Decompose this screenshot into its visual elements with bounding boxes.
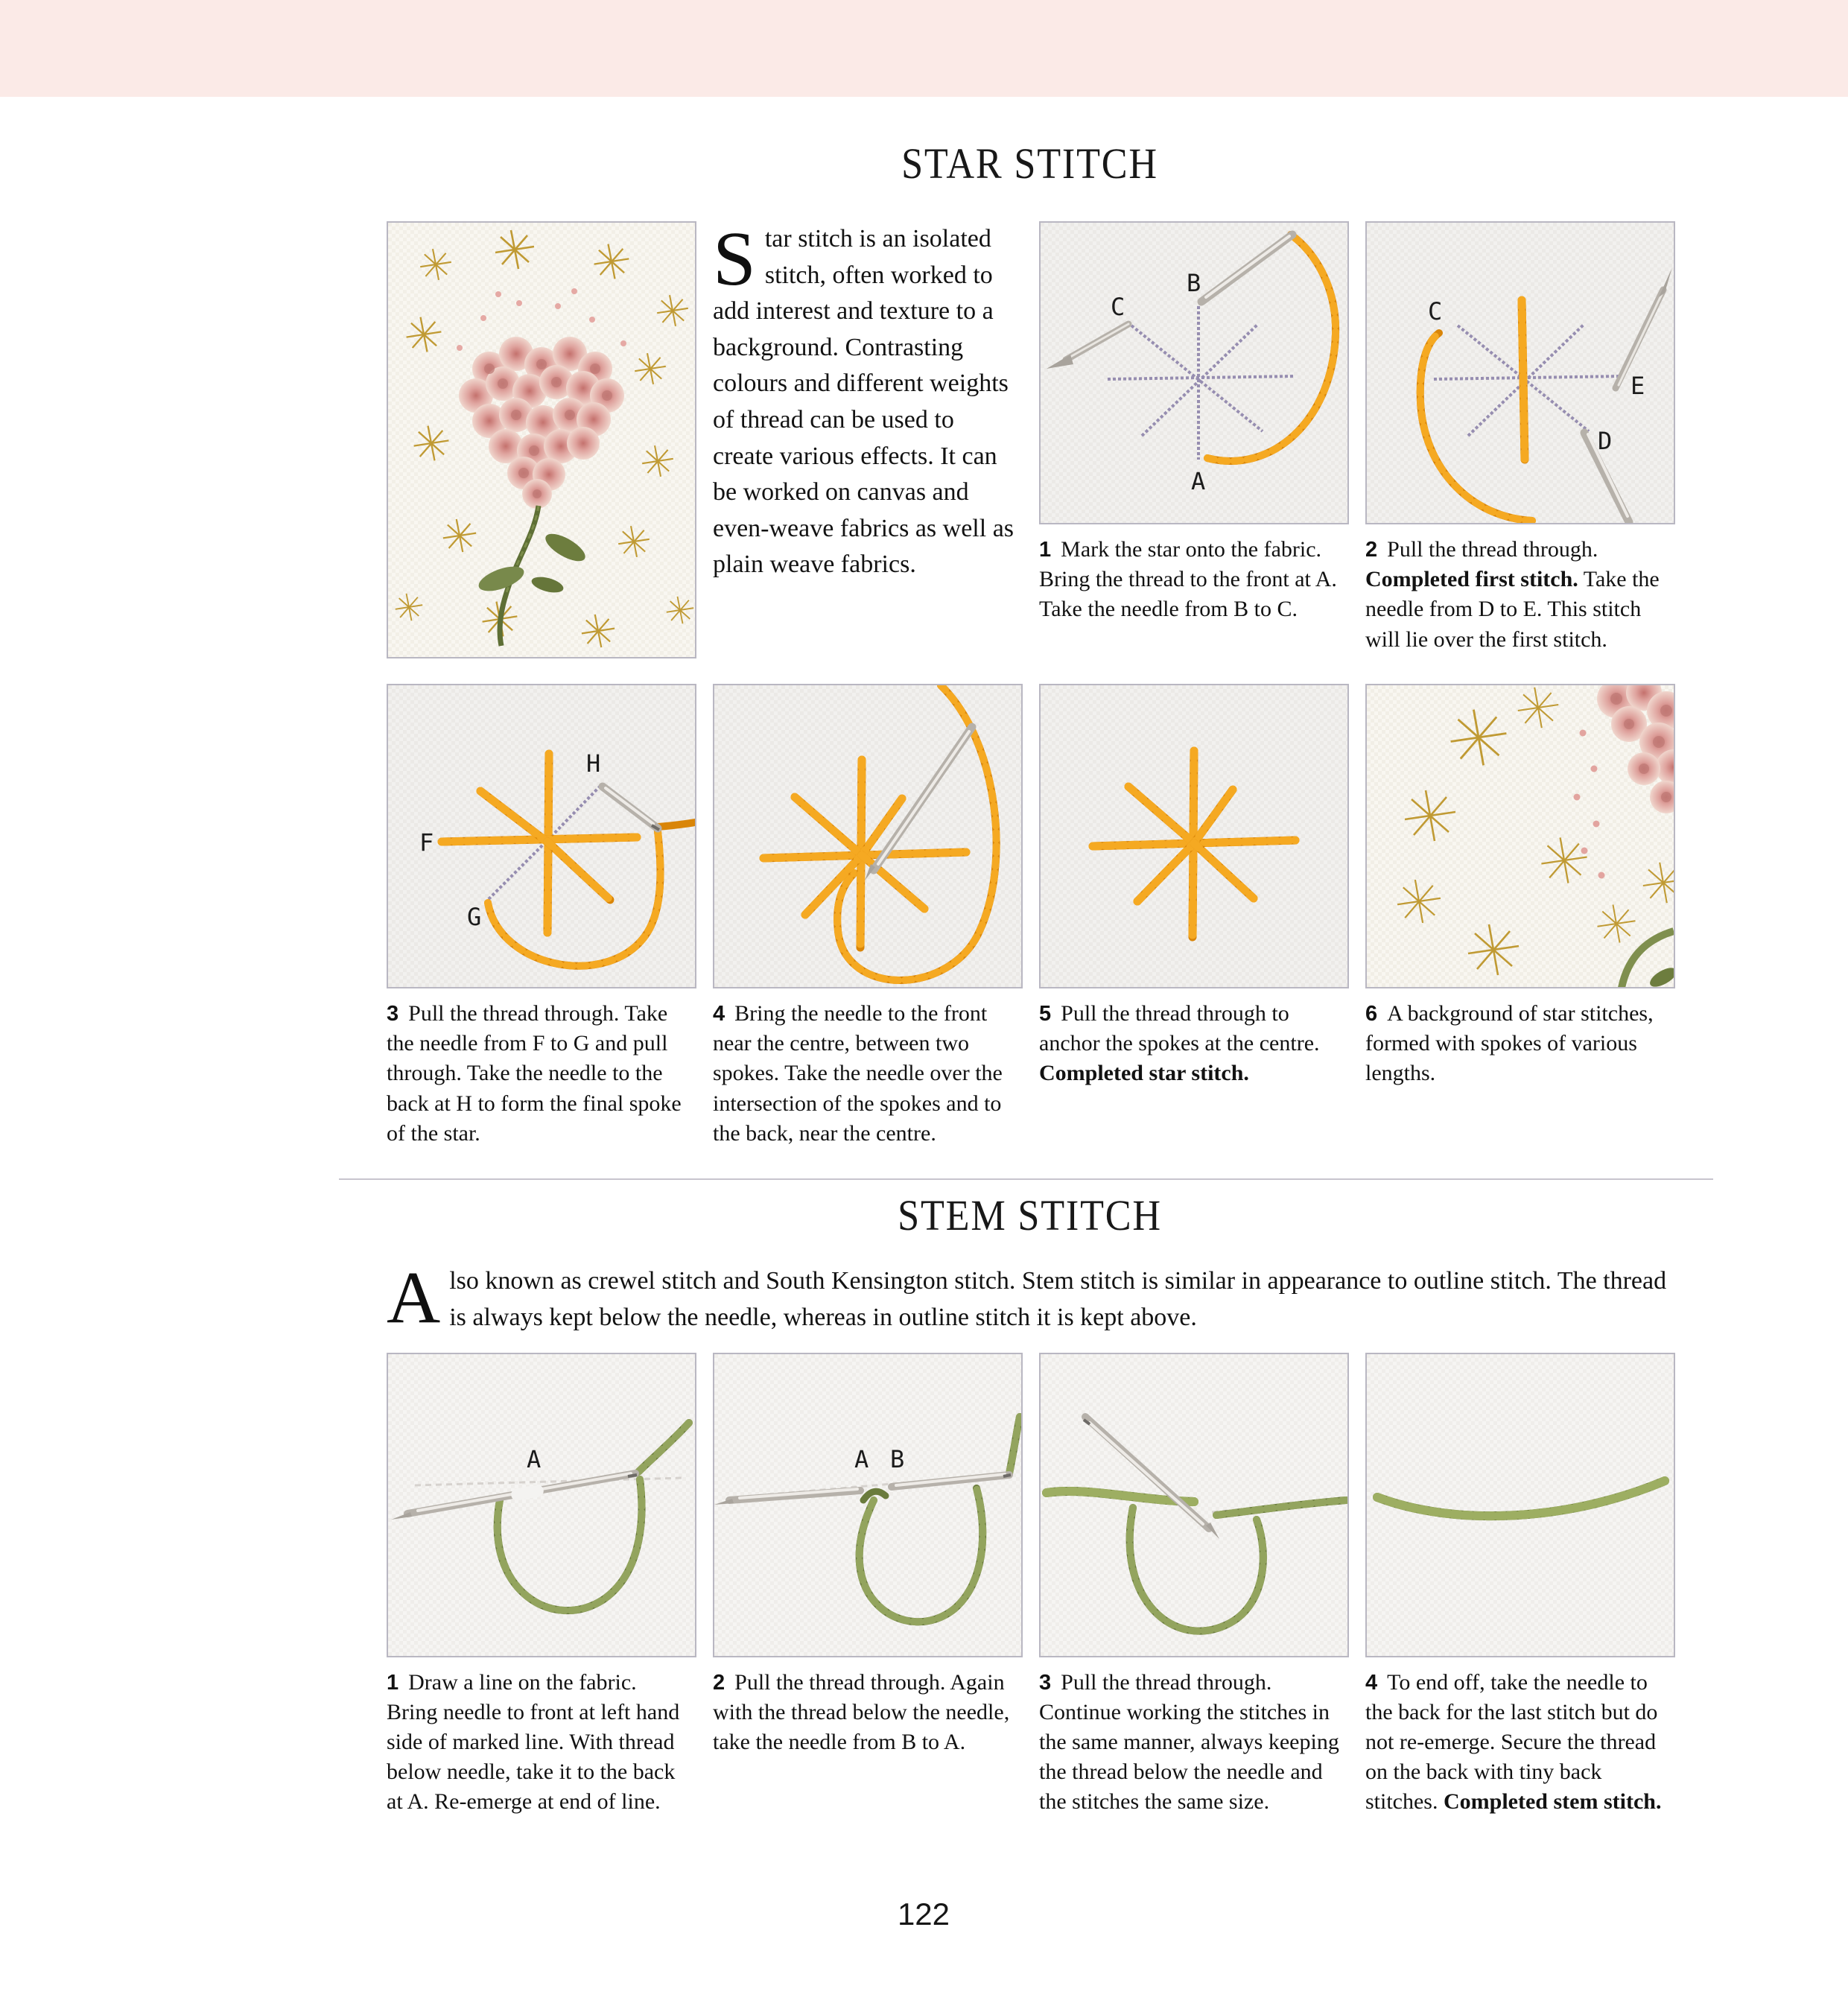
stem-step-2-cell <box>713 1353 1020 1818</box>
marker-label: A <box>527 1444 542 1473</box>
marker-label: B <box>890 1444 905 1473</box>
star-step-1-caption: 1 Mark the star onto the fabric. Bring the thread to the front at A. Take the needle from B to C. <box>1039 537 1337 622</box>
stem-dropcap: A <box>387 1255 441 1339</box>
stem-step-3-photo <box>1039 1353 1349 1657</box>
star-sample-cell <box>387 221 693 658</box>
star-row-2 <box>387 684 1673 1149</box>
star-step-4-caption: 4 Bring the needle to the front near the centre, between two spokes. Take the needle over the intersection of the spokes and to the back, near the centre. <box>713 1001 1003 1146</box>
star-step-5-caption: 5 Pull the thread through to anchor the spokes at the centre. Completed star stitch. <box>1039 1001 1320 1086</box>
star-step-1-photo <box>1039 221 1349 524</box>
stem-row <box>387 1353 1673 1818</box>
star-step-6-photo <box>1365 684 1675 988</box>
marker-label: C <box>1428 297 1443 326</box>
star-step-5-cell <box>1039 684 1346 1149</box>
star-step-3-cell <box>387 684 693 1149</box>
star-intro-text: tar stitch is an isolated stitch, often worked to add interest and texture to a background. Contrasting colours and different weights of thread can be used to create various effects. It can be worked on canvas and even-weave fabrics as well as plain weave fabrics. <box>713 225 1015 579</box>
star-step-2-caption: 2 Pull the thread through. Completed first stitch. Take the needle from D to E. This stitch will lie over the first stitch. <box>1365 537 1660 652</box>
marker-label: C <box>1111 293 1125 321</box>
stem-step-4-caption: 4 To end off, take the needle to the back for the last stitch but do not re-emerge. Secure the thread on the back with tiny back stitches. Completed stem stitch. <box>1365 1669 1662 1815</box>
marker-label: D <box>1598 427 1613 455</box>
stem-step-2-caption: 2 Pull the thread through. Again with the thread below the needle, take the needle from B to A. <box>713 1669 1010 1754</box>
fabric-background <box>388 1354 695 1656</box>
star-step-6-cell <box>1365 684 1672 1149</box>
marker-label: E <box>1631 372 1645 400</box>
star-intro-paragraph <box>713 216 1020 583</box>
star-step-4-cell <box>713 684 1020 1149</box>
stem-step-4-cell <box>1365 1353 1672 1818</box>
section-divider <box>339 1178 1713 1180</box>
star-intro-cell <box>713 216 1020 658</box>
marker-label: G <box>467 903 482 931</box>
star-step-5-photo <box>1039 684 1349 988</box>
stem-step-4-photo <box>1365 1353 1675 1657</box>
star-step-3-photo <box>387 684 696 988</box>
star-step-6-caption: 6 A background of star stitches, formed with spokes of various lengths. <box>1365 1001 1654 1086</box>
stem-step-1-cell <box>387 1353 693 1818</box>
stem-step-3-caption: 3 Pull the thread through. Continue working the stitches in the same manner, always keeping the thread below the needle and the stitches the same size. <box>1039 1669 1339 1815</box>
marker-label: A <box>1191 467 1206 495</box>
page-content <box>387 97 1673 1817</box>
stem-step-1-photo <box>387 1353 696 1657</box>
marker-label: A <box>854 1444 869 1473</box>
star-section-title: STAR STITCH <box>901 139 1158 188</box>
star-step-2-photo <box>1365 221 1675 524</box>
star-step-1-cell <box>1039 221 1346 658</box>
star-step-3-caption: 3 Pull the thread through. Take the needle from F to G and pull through. Take the needle to the back at H to form the final spoke of the star. <box>387 1001 682 1146</box>
stem-intro-text: lso known as crewel stitch and South Kensington stitch. Stem stitch is similar in appearance to outline stitch. The thread is always kept below the needle, whereas in outline stitch it is kept above. <box>449 1266 1667 1332</box>
marker-label: F <box>419 828 434 857</box>
star-step-4-photo <box>713 684 1023 988</box>
marker-label: B <box>1187 269 1201 297</box>
stem-intro-paragraph <box>387 1255 1673 1339</box>
top-band <box>0 0 1848 97</box>
stem-step-2-photo <box>713 1353 1023 1657</box>
page-number: 122 <box>897 1897 950 1932</box>
stem-section-title: STEM STITCH <box>898 1190 1162 1240</box>
star-sample-photo <box>387 221 696 658</box>
stem-step-1-caption: 1 Draw a line on the fabric. Bring needle to front at left hand side of marked line. With thread below needle, take it to the back at A. Re-emerge at end of line. <box>387 1669 680 1815</box>
marker-label: H <box>586 749 601 778</box>
stem-step-3-cell <box>1039 1353 1346 1818</box>
star-row-1 <box>387 216 1673 658</box>
star-step-2-cell <box>1365 221 1672 658</box>
star-dropcap: S <box>713 216 756 302</box>
